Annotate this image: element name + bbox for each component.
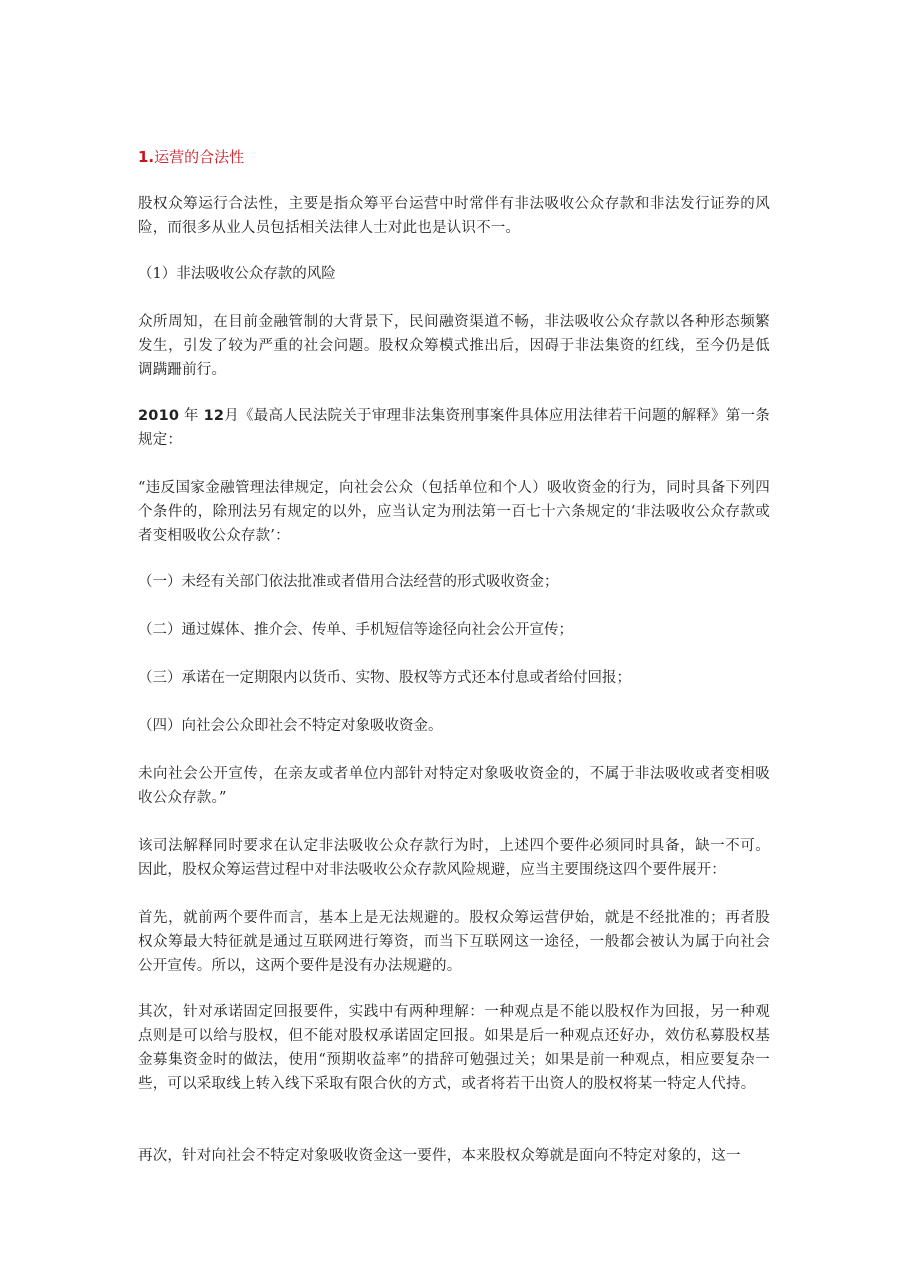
- paragraph-exception: 未向社会公开宣传，在亲友或者单位内部针对特定对象吸收资金的，不属于非法吸收或者变相吸收公众存款。”: [138, 766, 770, 806]
- paragraph-first: 首先，就前两个要件而言，基本上是无法规避的。股权众筹运营伊始，就是不经批准的；再者股权众筹最大特征就是通过互联网进行筹资，而当下互联网这一途径，一般都会被认为属于向社会公开宣传。所以，这两个要件是没有办法规避的。: [138, 910, 770, 974]
- paragraph-interpretation-intro: [138, 404, 770, 452]
- condition-4: （四）向社会公众即社会不特定对象吸收资金。: [138, 718, 443, 734]
- subheading-illegal-deposit: （1）非法吸收公众存款的风险: [138, 266, 336, 282]
- paragraph-requirements: 该司法解释同时要求在认定非法吸收公众存款行为时，上述四个要件必须同时具备，缺一不可。因此，股权众筹运营过程中对非法吸收公众存款风险规避，应当主要围绕这四个要件展开：: [138, 838, 770, 878]
- year-char: 年: [184, 408, 199, 424]
- section-heading: [138, 145, 244, 169]
- paragraph-quoted-rule: “违反国家金融管理法律规定，向社会公众（包括单位和个人）吸收资金的行为，同时具备下列四个条件的，除刑法另有规定的以外，应当认定为刑法第一百七十六条规定的‘非法吸收公众存款或者变相吸收公众存款’：: [138, 480, 770, 544]
- condition-1: （一）未经有关部门依法批准或者借用合法经营的形式吸收资金；: [138, 574, 559, 590]
- condition-3: （三）承诺在一定期限内以货币、实物、股权等方式还本付息或者给付回报；: [138, 670, 631, 686]
- condition-2: （二）通过媒体、推介会、传单、手机短信等途径向社会公开宣传；: [138, 622, 573, 638]
- year-number: 2010: [138, 408, 180, 424]
- month-number: 12: [203, 408, 225, 424]
- interpretation-title-text: 月《最高人民法院关于审理非法集资刑事案件具体应用法律若干问题的解释》第一条规定：: [138, 408, 770, 448]
- paragraph-intro: 股权众筹运行合法性，主要是指众筹平台运营中时常伴有非法吸收公众存款和非法发行证券的风险，而很多从业人员包括相关法律人士对此也是认识不一。: [138, 196, 770, 236]
- section-number: 1.: [138, 148, 155, 166]
- paragraph-third: 再次，针对向社会不特定对象吸收资金这一要件，本来股权众筹就是面向不特定对象的，这一: [138, 1148, 741, 1164]
- section-title: 运营的合法性: [154, 148, 245, 166]
- paragraph-background: 众所周知，在目前金融管制的大背景下，民间融资渠道不畅，非法吸收公众存款以各种形态频繁发生，引发了较为严重的社会问题。股权众筹模式推出后，因碍于非法集资的红线，至今仍是低调蹒跚前行。: [138, 314, 770, 378]
- paragraph-second: 其次，针对承诺固定回报要件，实践中有两种理解：一种观点是不能以股权作为回报，另一种观点则是可以给与股权，但不能对股权承诺固定回报。如果是后一种观点还好办，效仿私募股权基金募集资金时的做法，使用“预期收益率”的措辞可勉强过关；如果是前一种观点，相应要复杂一些，可以采取线上转入线下采取有限合伙的方式，或者将若干出资人的股权将某一特定人代持。: [138, 1004, 770, 1092]
